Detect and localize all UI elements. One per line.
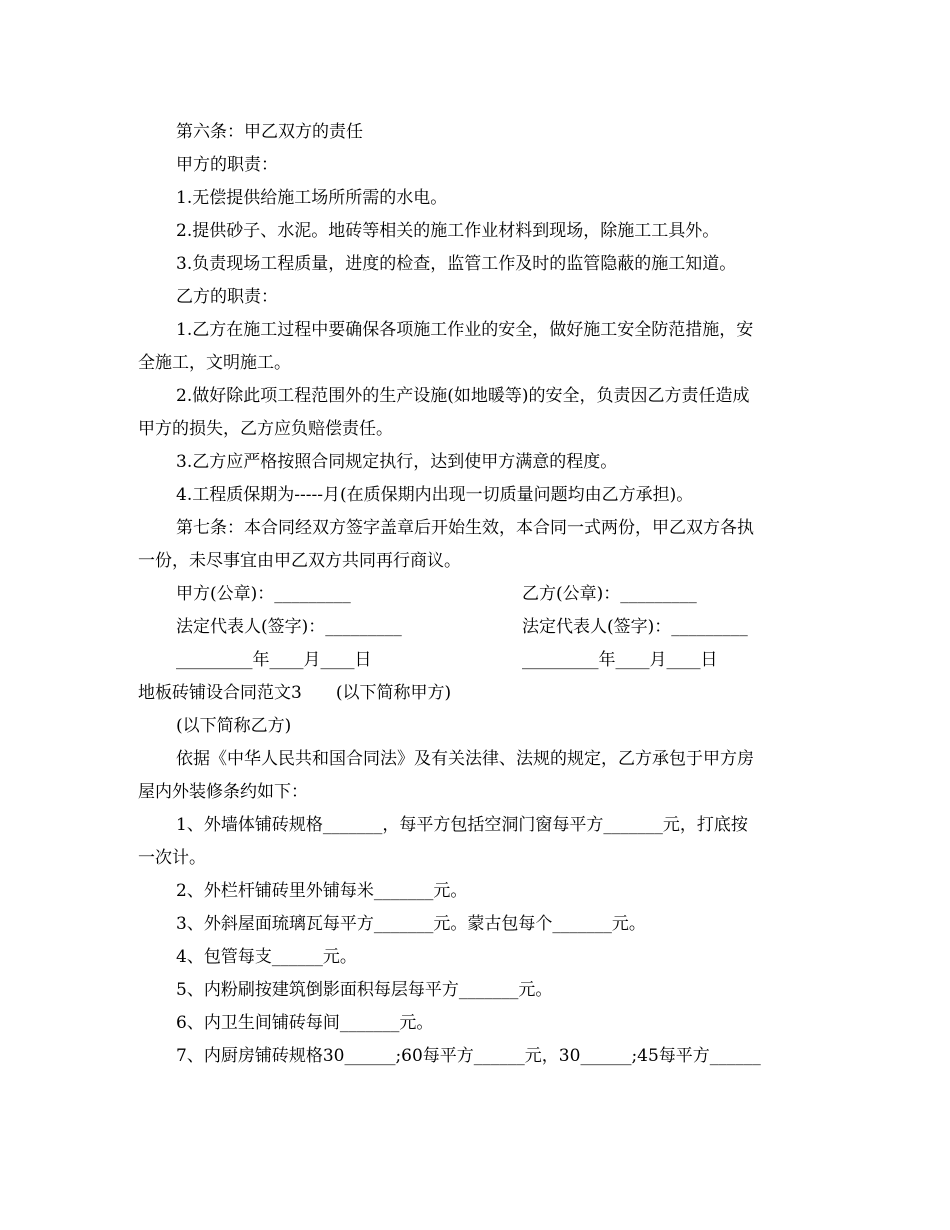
party-b-duty-4: 4.工程质保期为-----月(在质保期内出现一切质量问题均由乙方承担)。 [176, 485, 694, 505]
contract3-item5: 5、内粉刷按建筑倒影面积每层每平方_______元。 [176, 980, 553, 1000]
party-b-duty-1-line2: 全施工，文明施工。 [138, 353, 291, 373]
party-b-duty-3: 3.乙方应严格按照合同规定执行，达到使甲方满意的程度。 [176, 452, 618, 472]
contract3-item6: 6、内卫生间铺砖每间_______元。 [176, 1013, 434, 1033]
party-b-seal: 乙方(公章)：_________ [522, 584, 697, 604]
party-a-duty-2: 2.提供砂子、水泥。地砖等相关的施工作业材料到现场，除施工工具外。 [176, 221, 720, 241]
contract3-item4: 4、包管每支______元。 [176, 947, 357, 967]
contract3-item3: 3、外斜屋面琉璃瓦每平方_______元。蒙古包每个_______元。 [176, 914, 646, 934]
party-b-duty-1-line1: 1.乙方在施工过程中要确保各项施工作业的安全，做好施工安全防范措施，安 [176, 320, 754, 340]
party-b-date: _________年____月____日 [522, 650, 718, 670]
party-a-seal: 甲方(公章)：_________ [176, 584, 351, 604]
article6-title: 第六条：甲乙双方的责任 [176, 122, 363, 142]
contract3-item1-line2: 一次计。 [138, 848, 206, 868]
contract3-party-b: (以下简称乙方) [176, 716, 292, 736]
contract3-intro-line2: 屋内外装修条约如下： [138, 782, 308, 802]
party-a-duty-3: 3.负责现场工程质量，进度的检查，监管工作及时的监管隐蔽的施工知道。 [176, 254, 737, 274]
party-a-date: _________年____月____日 [176, 650, 372, 670]
contract3-intro-line1: 依据《中华人民共和国合同法》及有关法律、法规的规定，乙方承包于甲方房 [176, 749, 754, 769]
article7-line2: 一份，未尽事宜由甲乙双方共同再行商议。 [138, 551, 461, 571]
contract3-item1-line1: 1、外墙体铺砖规格_______，每平方包括空洞门窗每平方_______元，打底按 [176, 815, 748, 835]
party-b-duty-2-line2: 甲方的损失，乙方应负赔偿责任。 [138, 419, 393, 439]
contract3-item2: 2、外栏杆铺砖里外铺每米_______元。 [176, 881, 468, 901]
party-a-duties-heading: 甲方的职责： [176, 155, 278, 175]
party-b-duty-2-line1: 2.做好除此项工程范围外的生产设施(如地暖等)的安全，负责因乙方责任造成 [176, 386, 750, 406]
party-a-representative: 法定代表人(签字)：_________ [176, 617, 402, 637]
contract3-title: 地板砖铺设合同范文3 (以下简称甲方) [138, 683, 452, 703]
party-a-duty-1: 1.无偿提供给施工场所所需的水电。 [176, 188, 448, 208]
contract3-item7: 7、内厨房铺砖规格30______;60每平方______元，30______;45每平方______ [176, 1046, 761, 1066]
party-b-duties-heading: 乙方的职责： [176, 287, 278, 307]
party-b-representative: 法定代表人(签字)：_________ [522, 617, 748, 637]
article7-line1: 第七条：本合同经双方签字盖章后开始生效，本合同一式两份，甲乙双方各执 [176, 518, 754, 538]
